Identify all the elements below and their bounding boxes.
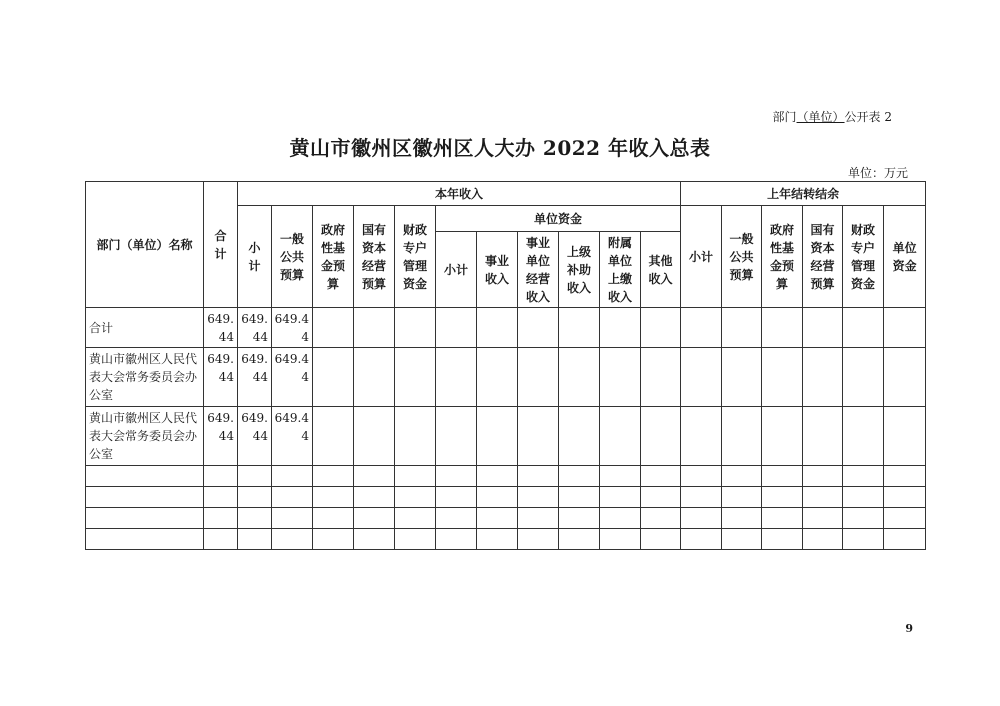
row-general-public: 649.44 — [272, 308, 313, 348]
row-subtotal: 649.44 — [238, 348, 272, 407]
row-name: 黄山市徽州区人民代表大会常务委员会办公室 — [86, 348, 204, 407]
table-row — [86, 308, 926, 348]
header-state-capital-budget: 国有资本经营预算 — [354, 206, 395, 308]
page-number: 9 — [905, 622, 913, 635]
header-superior-subsidy: 上级补助收入 — [559, 232, 600, 308]
form-ref-prefix: 部门 — [772, 110, 797, 124]
table-row — [86, 348, 926, 407]
row-name: 黄山市徽州区人民代表大会常务委员会办公室 — [86, 407, 204, 466]
header-co-unit-funds: 单位资金 — [884, 206, 926, 308]
row-general-public: 649.44 — [272, 348, 313, 407]
table-row-empty — [86, 508, 926, 529]
header-current-year: 本年收入 — [238, 182, 681, 206]
header-fiscal-special-account: 财政专户管理资金 — [395, 206, 436, 308]
table-row — [86, 407, 926, 466]
table-row-empty — [86, 466, 926, 487]
header-other-income: 其他收入 — [641, 232, 681, 308]
form-reference — [773, 108, 892, 125]
unit-label: 单位：万元 — [847, 166, 908, 180]
header-business-income: 事业收入 — [477, 232, 518, 308]
table-row-empty — [86, 529, 926, 550]
header-unit-funds: 单位资金 — [436, 206, 681, 232]
row-total: 649.44 — [204, 308, 238, 348]
header-general-public-budget: 一般公共预算 — [272, 206, 313, 308]
header-total: 合计 — [204, 182, 238, 308]
form-ref-paren: （单位） — [796, 110, 845, 124]
header-uf-subtotal: 小计 — [436, 232, 477, 308]
header-co-subtotal: 小计 — [681, 206, 722, 308]
header-co-fiscal-special: 财政专户管理资金 — [843, 206, 884, 308]
row-total: 649.44 — [204, 407, 238, 466]
row-subtotal: 649.44 — [238, 407, 272, 466]
header-co-general-public: 一般公共预算 — [722, 206, 762, 308]
row-name: 合计 — [86, 308, 204, 348]
row-general-public: 649.44 — [272, 407, 313, 466]
header-gov-fund-budget: 政府性基金预算 — [313, 206, 354, 308]
row-subtotal: 649.44 — [238, 308, 272, 348]
header-dept-name: 部门（单位）名称 — [86, 182, 204, 308]
table-row-empty — [86, 487, 926, 508]
page-title: 黄山市徽州区徽州区人大办 2022 年收入总表 — [289, 136, 711, 160]
header-affiliated-unit-income: 附属单位上缴收入 — [600, 232, 641, 308]
header-business-operating-income: 事业单位经营收入 — [518, 232, 559, 308]
header-co-state-capital: 国有资本经营预算 — [803, 206, 843, 308]
income-summary-table — [85, 181, 926, 550]
row-total: 649.44 — [204, 348, 238, 407]
header-co-gov-fund: 政府性基金预算 — [762, 206, 803, 308]
form-ref-suffix: 公开表 2 — [844, 110, 892, 124]
header-subtotal: 小计 — [238, 206, 272, 308]
header-carryover: 上年结转结余 — [681, 182, 926, 206]
